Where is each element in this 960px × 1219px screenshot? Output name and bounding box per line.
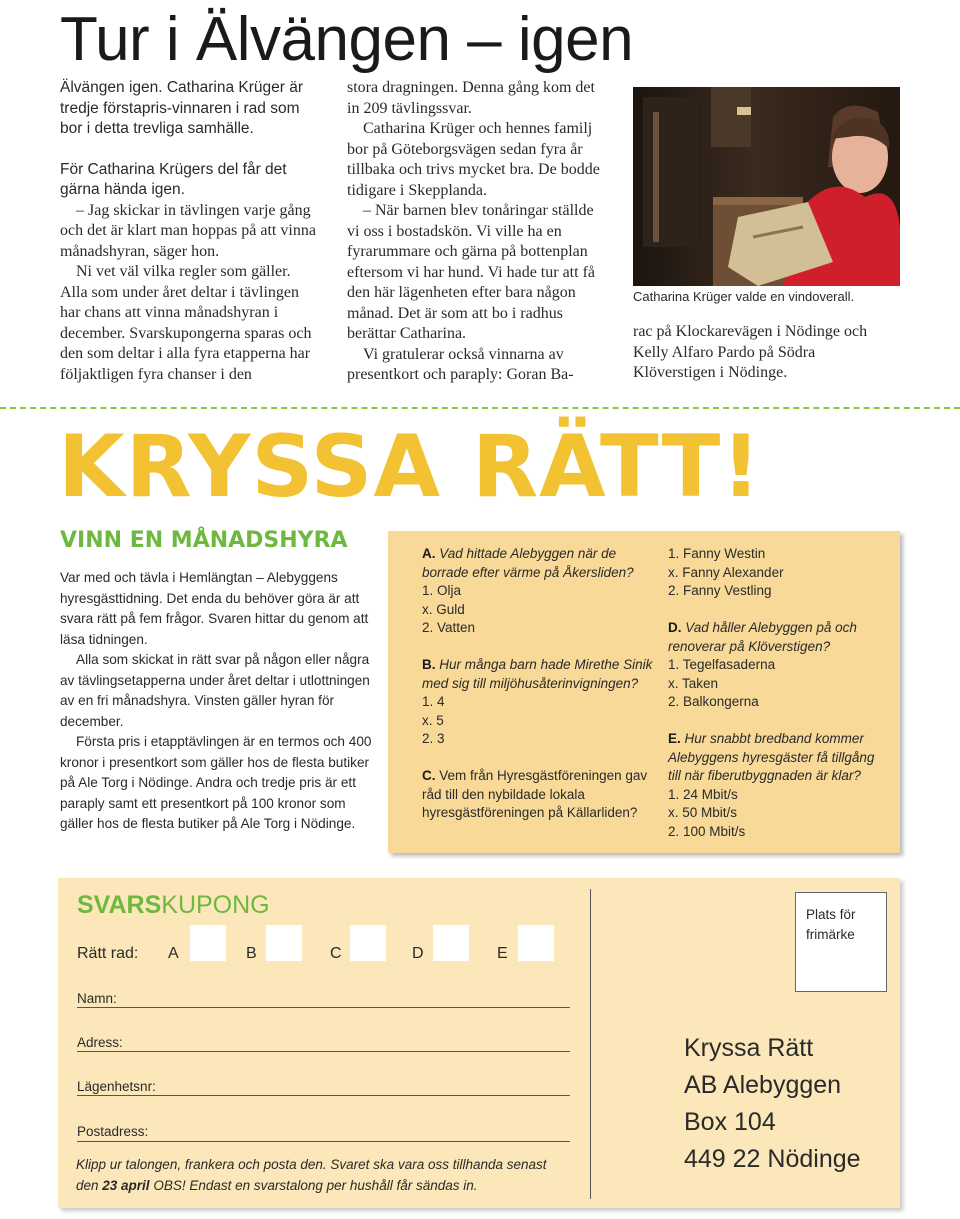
article-paragraph: rac på Klockarevägen i Nödinge och Kelly Alfaro Pardo på Södra Klöverstigen i Nödinge. — [633, 323, 868, 381]
questions-column-2 — [668, 545, 890, 841]
photo-caption: Catharina Krüger valde en vindoverall. — [633, 289, 855, 304]
article-paragraph: – När barnen blev tonåringar ställde vi oss i bostadskön. Vi ville ha en fyrarummare och gärna på bottenplan eftersom vi har hund. Vi hade tur att få den här lägenheten efter bara någon månad. Det är som att bo i radhus berättar Catharina. — [347, 202, 595, 342]
answer-letter-e: E — [497, 945, 508, 962]
address-line: Kryssa Rätt — [684, 1034, 814, 1062]
article-column-3 — [633, 322, 901, 384]
postal-field[interactable] — [77, 1141, 570, 1142]
question-e: E. Hur snabbt bredband kommer Alebyggens hyresgäster få tillgång till när fiberutbyggnaden är klar? — [668, 731, 875, 783]
answer-box-c[interactable] — [350, 925, 386, 961]
article-paragraph: Älvängen igen. Catharina Krüger är tredje förstapris-vinnaren i rad som bor i detta trevliga samhälle. — [60, 79, 303, 137]
answer-letter-c: C — [330, 945, 342, 962]
question-a: A. Vad hittade Alebyggen när de borrade efter värme på Åkersliden? — [422, 546, 634, 580]
option: x. Fanny Alexander — [668, 564, 784, 580]
apartment-field[interactable] — [77, 1095, 570, 1096]
article-paragraph: För Catharina Krügers del får det gärna hända igen. — [60, 160, 287, 198]
question-c: C. Vem från Hyresgästföreningen gav råd till den nybildade lokala hyresgästföreningen på Källarliden? — [422, 768, 648, 820]
stamp-area: Plats för frimärke — [795, 892, 887, 992]
correct-row-label: Rätt rad: — [77, 945, 139, 962]
instructions-line-2: den 23 april OBS! Endast en svarstalong per hushåll får sändas in. — [76, 1177, 478, 1193]
coupon-title: SVARSKUPONG — [77, 891, 270, 919]
article-paragraph: – Jag skickar in tävlingen varje gång och det är klart man hoppas på att vinna månadshyran, säger hon. — [60, 201, 316, 260]
answer-letter-d: D — [412, 945, 424, 962]
option: 2. 100 Mbit/s — [668, 823, 746, 839]
option: 2. Vatten — [422, 620, 476, 635]
answer-box-b[interactable] — [266, 925, 302, 961]
option: 2. 3 — [422, 731, 445, 746]
instructions-line-1: Klipp ur talongen, frankera och posta den. Svaret ska vara oss tillhanda senast — [76, 1157, 547, 1172]
option: x. Taken — [668, 675, 719, 691]
contest-rules — [60, 568, 378, 835]
option: 2. Balkongerna — [668, 694, 759, 709]
article-paragraph: Vi gratulerar också vinnarna av presentkort och paraply: Goran Ba- — [347, 345, 574, 383]
contest-subheading: VINN EN MÅNADSHYRA — [60, 528, 348, 553]
postal-field-label: Postadress: — [77, 1124, 149, 1139]
address-field[interactable] — [77, 1051, 570, 1052]
question-d: D. Vad håller Alebyggen på och renoverar på Klöverstigen? — [668, 620, 857, 654]
coupon-divider — [590, 889, 591, 1199]
rules-paragraph: Första pris i etapptävlingen är en termos och 400 kronor i presentkort som gäller hos de flesta butiker på Ale Torg i Nödinge. Andra och tredje pris är ett paraply samt ett presentkort på 100 kronor som gäller hos de flesta butiker på Ale Torg i Nödinge. — [60, 734, 372, 831]
rules-paragraph: Alla som skickat in rätt svar på någon eller några av tävlingsetapperna under året deltar i utlottningen av en fri månadshyra. Vinsten gäller hyran för december. — [60, 652, 370, 729]
answer-box-a[interactable] — [190, 925, 226, 961]
question-b: B. Hur många barn hade Mirethe Sinik med sig till miljöhusåterinvigningen? — [422, 657, 653, 691]
article-column-1 — [60, 78, 318, 385]
answer-letter-a: A — [168, 945, 179, 962]
answer-letter-b: B — [246, 945, 257, 962]
cut-line — [0, 407, 960, 409]
article-headline: Tur i Älvängen – igen — [60, 5, 634, 74]
address-line: Box 104 — [684, 1108, 776, 1136]
apartment-field-label: Lägenhetsnr: — [77, 1079, 156, 1094]
mailing-address — [684, 1030, 861, 1178]
article-paragraph: Catharina Krüger och hennes familj bor på Göteborgsvägen sedan fyra år tillbaka och trivs mycket bra. De bodde tidigare i Skepplanda. — [347, 120, 600, 199]
article-column-2 — [347, 78, 609, 386]
article-paragraph: stora dragningen. Denna gång kom det in 209 tävlingssvar. — [347, 79, 595, 117]
rules-paragraph: Var med och tävla i Hemlängtan – Alebyggens hyresgästtidning. Det enda du behöver göra är att svara rätt på fem frågor. Svaren hittar du genom att läsa tidningen. — [60, 570, 369, 647]
address-line: AB Alebyggen — [684, 1071, 842, 1099]
option: x. 5 — [422, 712, 444, 728]
option: 1. Olja — [422, 583, 462, 598]
answer-box-d[interactable] — [433, 925, 469, 961]
name-field-label: Namn: — [77, 991, 117, 1006]
questions-column-1 — [422, 545, 654, 823]
address-field-label: Adress: — [77, 1035, 123, 1050]
answer-box-e[interactable] — [518, 925, 554, 961]
option: 1. 4 — [422, 694, 445, 709]
coupon-instructions — [76, 1155, 547, 1196]
deadline-date: 23 april — [102, 1177, 150, 1193]
option: 1. 24 Mbit/s — [668, 786, 738, 802]
option: x. 50 Mbit/s — [668, 805, 738, 820]
name-field[interactable] — [77, 1007, 570, 1008]
winner-photo — [633, 87, 900, 286]
address-line: 449 22 Nödinge — [684, 1145, 861, 1173]
article-paragraph: Ni vet väl vilka regler som gäller. Alla som under året deltar i tävlingen har chans att vinna månadshyran i december. Svarskupongerna sparas och den som deltar i alla fyra etapperna har följaktligen fyra chanser i den — [60, 263, 312, 383]
option: 1. Fanny Westin — [668, 546, 766, 561]
option: x. Guld — [422, 601, 465, 617]
option: 2. Fanny Vestling — [668, 583, 772, 598]
winner-photo-illustration — [633, 87, 900, 286]
option: 1. Tegelfasaderna — [668, 657, 776, 672]
contest-heading: KRYSSA RÄTT! — [58, 417, 762, 517]
